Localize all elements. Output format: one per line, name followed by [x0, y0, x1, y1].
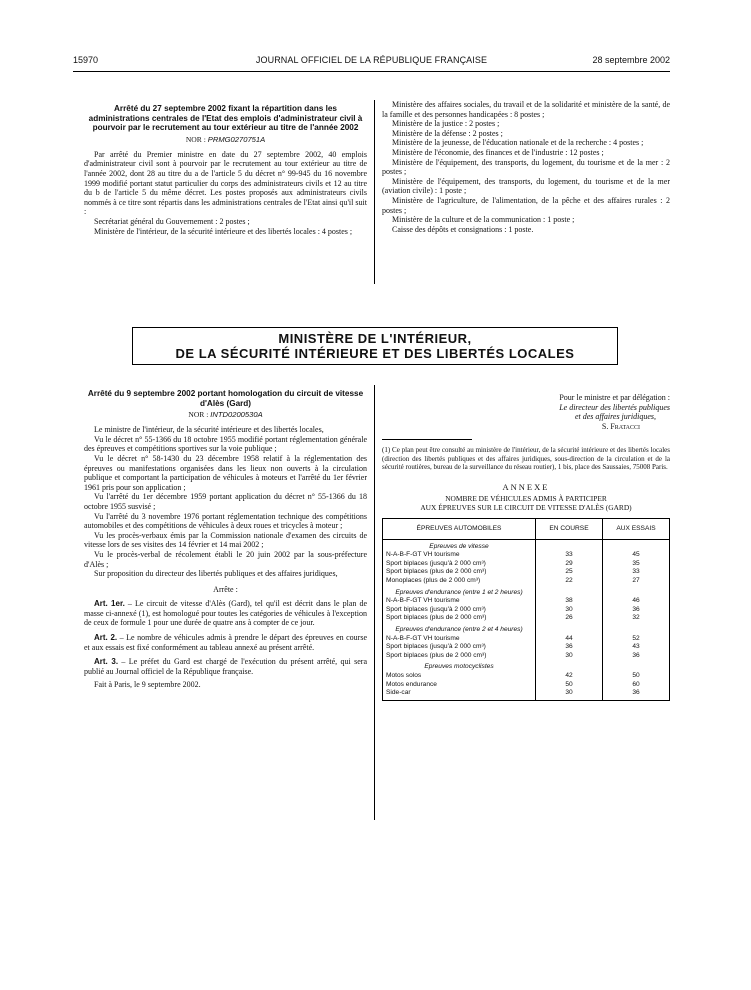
poste-item: Ministère de l'équipement, des transports, du logement, du tourisme et de la mer (aviation civile) : 1 poste ; [382, 176, 670, 196]
table-row [383, 672, 670, 681]
article [84, 633, 367, 652]
issue-date: 28 septembre 2002 [592, 55, 670, 65]
table-row [383, 606, 670, 615]
group-row [383, 586, 670, 598]
annexe-title: ANNEXE [502, 481, 550, 492]
footnote: (1) Ce plan peut être consulté au ministère de l'intérieur, de la sécurité intérieure et des libertés locales (direction des libertés publiques et des affaires juridiques, sous-direction de la circulation et de la sécurité routières, bureau de la surveillance du réseau routier), 1 bis, place des Saussaies, 75008 Paris. [382, 446, 670, 472]
course-cell: 50 [536, 681, 603, 690]
essais-cell: 45 [602, 551, 669, 560]
decree2-title: Arrêté du 9 septembre 2002 portant homologation du circuit de vitesse d'Alès (Gard) [87, 389, 364, 408]
article-label: Art. 2. [94, 633, 118, 643]
course-cell: 30 [536, 689, 603, 700]
essais-cell: 43 [602, 643, 669, 652]
article [84, 657, 367, 676]
empty-cell [536, 586, 603, 598]
page-header [73, 55, 670, 69]
annexe-table [382, 518, 670, 701]
category-cell: Side-car [383, 689, 536, 700]
visa-paragraph: Vu le décret n° 58-1430 du 23 décembre 1958 relatif à la réglementation des épreuves ou manifestations organisées dans les lieux non ouverts à la circulation publique et comportant la participation de véhicules à moteurs et l'arrêté du 1er février 1961 pris pour son application ; [84, 453, 367, 492]
article-text: – Le préfet du Gard est chargé de l'exécution du présent arrêté, qui sera publié au Journal officiel de la République française. [84, 657, 368, 676]
decree2-nor: NOR : INTD0200530A [188, 410, 263, 420]
signature-line1: Pour le ministre et par délégation : [559, 393, 670, 402]
decree2-right [382, 393, 670, 701]
course-cell: 26 [536, 614, 603, 623]
category-cell: Sport biplaces (jusqu'à 2 000 cm³) [383, 643, 536, 652]
poste-item: Caisse des dépôts et consignations : 1 poste. [392, 224, 534, 234]
table-row [383, 597, 670, 606]
ministry-line1: MINISTÈRE DE L'INTÉRIEUR, [278, 331, 472, 346]
category-cell: Monoplaces (plus de 2 000 cm³) [383, 577, 536, 586]
category-cell: Sport biplaces (plus de 2 000 cm³) [383, 568, 536, 577]
decree1-nor-code: PRMG0270751A [207, 134, 266, 144]
article-label: Art. 1er. [94, 599, 125, 609]
group-row [383, 539, 670, 551]
essais-cell: 36 [602, 606, 669, 615]
course-cell: 25 [536, 568, 603, 577]
table-row [383, 568, 670, 577]
essais-cell: 36 [602, 689, 669, 700]
visa-paragraph: Vu les procès-verbaux émis par la Commission nationale d'examen des circuits de vitesse lors de ses visites des 14 février et 14 mai 2002 ; [84, 530, 367, 550]
essais-cell: 60 [602, 681, 669, 690]
course-cell: 44 [536, 635, 603, 644]
essais-cell: 32 [602, 614, 669, 623]
category-cell: Sport biplaces (plus de 2 000 cm³) [383, 614, 536, 623]
poste-item: Ministère de la défense : 2 postes ; [392, 128, 503, 138]
column-divider-2 [374, 385, 375, 820]
visa-paragraph: Vu le procès-verbal de récolement établi le 20 juin 2002 par la sous-préfecture d'Alès ; [84, 549, 367, 569]
poste-item: Ministère des affaires sociales, du travail et de la solidarité et ministère de la santé, de la famille et des personnes handicapées : 8 postes ; [382, 100, 670, 119]
course-cell: 22 [536, 577, 603, 586]
empty-cell [602, 539, 669, 551]
signature-line2: Le directeur des libertés publiques [559, 402, 670, 412]
visa-paragraph: Vu l'arrêté du 3 novembre 1976 portant réglementation technique des compétitions automobiles et des compétitions de véhicules à deux roues et tricycles à moteur ; [84, 511, 367, 531]
poste-item: Ministère de la jeunesse, de l'éducation nationale et de la recherche : 4 postes ; [392, 138, 644, 148]
group-name: Epreuves de vitesse [383, 539, 536, 551]
journal-title: JOURNAL OFFICIEL DE LA RÉPUBLIQUE FRANÇAISE [255, 55, 488, 65]
category-cell: Motos endurance [383, 681, 536, 690]
essais-cell: 46 [602, 597, 669, 606]
table-row [383, 689, 670, 700]
col-header-course: EN COURSE [536, 518, 603, 539]
table-row [383, 577, 670, 586]
category-cell: Sport biplaces (jusqu'à 2 000 cm³) [383, 606, 536, 615]
signature-block [382, 393, 670, 431]
decree2-left [84, 389, 367, 690]
course-cell: 30 [536, 606, 603, 615]
signature-line3: et des affaires juridiques, [574, 412, 656, 422]
course-cell: 38 [536, 597, 603, 606]
annexe-subtitle1: NOMBRE DE VÉHICULES ADMIS À PARTICIPER [445, 493, 607, 503]
empty-cell [602, 623, 669, 635]
article-label: Art. 3. [94, 657, 119, 667]
visa-paragraph: Vu l'arrêté du 1er décembre 1959 portant application du décret n° 55-1366 du 18 octobre 1955 susvisé ; [84, 492, 367, 511]
poste-item: Ministère de l'équipement, des transports, du logement, du tourisme et de la mer : 2 postes ; [382, 157, 670, 177]
table-row [383, 614, 670, 623]
visa-paragraph: Le ministre de l'intérieur, de la sécurité intérieure et des libertés locales, [94, 425, 324, 435]
essais-cell: 52 [602, 635, 669, 644]
column-divider [374, 100, 375, 284]
table-row [383, 551, 670, 560]
empty-cell [602, 660, 669, 672]
article-text: – Le nombre de véhicules admis à prendre le départ des épreuves en course et aux essais est fixé conformément au tableau annexé au présent arrêté. [84, 633, 368, 652]
essais-cell: 50 [602, 672, 669, 681]
category-cell: Sport biplaces (jusqu'à 2 000 cm³) [383, 560, 536, 569]
decree2-nor-code: INTD0200530A [210, 410, 263, 420]
group-row [383, 660, 670, 672]
category-cell: N-A-B-F-GT VH tourisme [383, 551, 536, 560]
category-cell: N-A-B-F-GT VH tourisme [383, 597, 536, 606]
course-cell: 36 [536, 643, 603, 652]
header-rule [73, 71, 670, 72]
group-name: Epreuves motocyclistes [383, 660, 536, 672]
essais-cell: 27 [602, 577, 669, 586]
visa-paragraph: Sur proposition du directeur des libertés publiques et des affaires juridiques, [94, 569, 338, 579]
arrete-label: Arrête : [213, 584, 238, 594]
group-name: Epreuves d'endurance (entre 1 et 2 heures) [383, 586, 536, 598]
empty-cell [602, 586, 669, 598]
empty-cell [536, 660, 603, 672]
empty-cell [536, 539, 603, 551]
ministry-line2: DE LA SÉCURITÉ INTÉRIEURE ET DES LIBERTÉS LOCALES [175, 346, 575, 361]
decree1-title: Arrêté du 27 septembre 2002 fixant la répartition dans les administrations centrales de l'Etat des emplois d'administrateur civil à pourvoir par le recrutement au tour extérieur au titre de l'année 2002 [88, 104, 363, 133]
col-header-essais: AUX ESSAIS [602, 518, 669, 539]
table-row [383, 643, 670, 652]
course-cell: 42 [536, 672, 603, 681]
category-cell: N-A-B-F-GT VH tourisme [383, 635, 536, 644]
table-row [383, 560, 670, 569]
decree1-paragraphs [84, 150, 367, 236]
poste-item: Ministère de l'économie, des finances et de l'industrie : 12 postes ; [392, 147, 604, 157]
course-cell: 29 [536, 560, 603, 569]
table-row [383, 635, 670, 644]
category-cell: Sport biplaces (plus de 2 000 cm³) [383, 652, 536, 661]
decree1-paragraph: Secrétariat général du Gouvernement : 2 postes ; [94, 216, 250, 226]
decree1-paragraph: Par arrêté du Premier ministre en date du 27 septembre 2002, 40 emplois d'administrateur civil sont à pourvoir par le recrutement au tour extérieur au titre de l'année 2002, dont 28 au titre du a de l'article 5 du décret n° 99-945 du 16 novembre 1999 modifié portant statut particulier du corps des administrateurs civils et 12 au titre du b de l'article 5 du même décret. Les postes proposés aux administrateurs civils nommés à ce titre sont répartis dans les administrations centrales de l'Etat ainsi qu'il suit : [84, 149, 367, 217]
essais-cell: 36 [602, 652, 669, 661]
visa-paragraph: Vu le décret n° 55-1366 du 18 octobre 1955 modifié portant réglementation générale des épreuves et compétitions sportives sur la voie publique ; [84, 434, 367, 454]
poste-item: Ministère de la justice : 2 postes ; [392, 119, 500, 129]
decree2-articles [84, 599, 367, 676]
decree1-nor: NOR : PRMG0270751A [185, 134, 266, 144]
article-text: – Le circuit de vitesse d'Alès (Gard), tel qu'il est décrit dans le plan de masse ci-annexé (1), est homologué pour toutes les catégories de véhicules à l'exception de ceux de formule 1 pour une durée de quatre ans à compter de ce jour. [84, 599, 367, 628]
page-number: 15970 [73, 55, 99, 65]
group-row [383, 623, 670, 635]
category-cell: Motos solos [383, 672, 536, 681]
done-at: Fait à Paris, le 9 septembre 2002. [94, 680, 201, 690]
empty-cell [536, 623, 603, 635]
poste-item: Ministère de l'agriculture, de l'alimentation, de la pêche et des affaires rurales : 2 postes ; [382, 195, 670, 215]
course-cell: 30 [536, 652, 603, 661]
table-row [383, 652, 670, 661]
footnote-rule [382, 439, 472, 440]
course-cell: 33 [536, 551, 603, 560]
article [84, 599, 367, 628]
table-row [383, 681, 670, 690]
decree2-visas [84, 425, 367, 579]
col-header-epreuves: ÉPREUVES AUTOMOBILES [383, 518, 536, 539]
annexe-subtitle2: AUX ÉPREUVES SUR LE CIRCUIT DE VITESSE D'ALÈS (GARD) [420, 502, 632, 512]
essais-cell: 33 [602, 568, 669, 577]
decree1-postes-list [382, 100, 670, 234]
decree1-paragraph: Ministère de l'intérieur, de la sécurité intérieure et des libertés locales : 4 postes ; [94, 226, 353, 236]
decree1-left [84, 104, 367, 236]
essais-cell: 35 [602, 560, 669, 569]
ministry-heading [132, 327, 618, 365]
signature-name: S. Fratacci [601, 421, 640, 431]
group-name: Epreuves d'endurance (entre 2 et 4 heures) [383, 623, 536, 635]
poste-item: Ministère de la culture et de la communication : 1 poste ; [392, 215, 575, 225]
